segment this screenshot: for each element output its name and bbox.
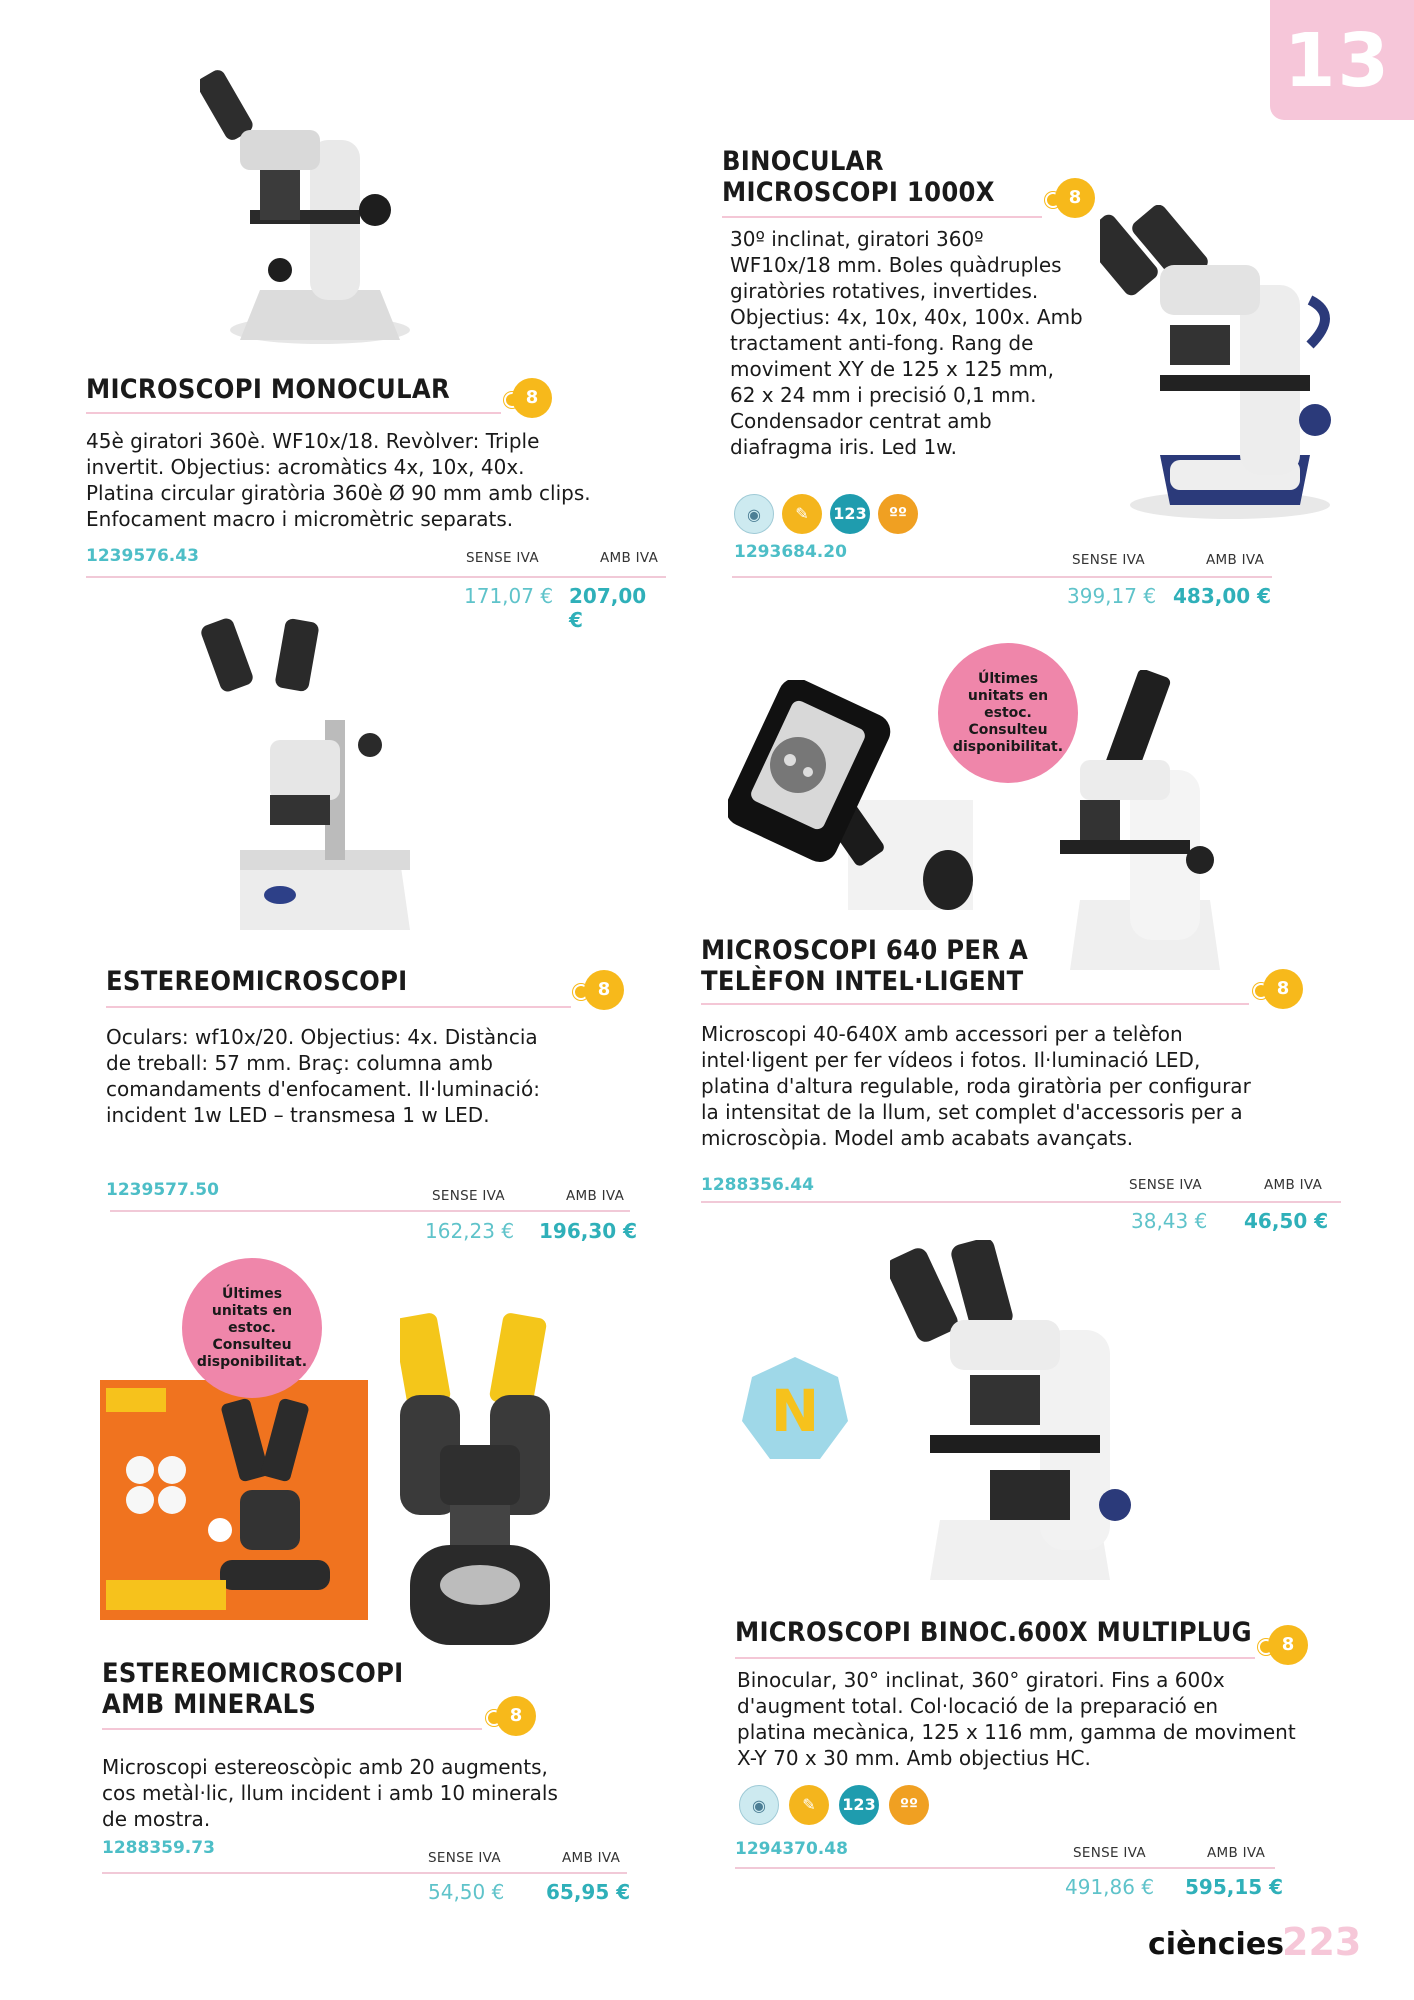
product-image-binocular-1000x bbox=[1100, 205, 1360, 525]
child-skill-icon: ✎ bbox=[782, 494, 822, 534]
footer-page-number: 223 bbox=[1282, 1920, 1362, 1964]
group-play-icon: ºº bbox=[889, 1785, 929, 1825]
title-underline bbox=[106, 1006, 571, 1008]
product-card-monocular bbox=[86, 374, 666, 632]
price-net-estereo: 162,23 € bbox=[425, 1219, 515, 1243]
product-sku: 1288356.44 bbox=[701, 1175, 814, 1195]
price-gross-estereo: 196,30 € bbox=[539, 1219, 638, 1243]
price-gross: 46,50 € bbox=[1244, 1209, 1329, 1233]
section-tab bbox=[1270, 0, 1414, 120]
label-net: SENSE IVA bbox=[1072, 552, 1145, 568]
numbers-icon: 123 bbox=[830, 494, 870, 534]
age-badge: 8 bbox=[1055, 178, 1095, 218]
label-net: SENSE IVA bbox=[432, 1188, 505, 1204]
title-underline bbox=[102, 1728, 482, 1730]
price-net: 38,43 € bbox=[1131, 1209, 1208, 1233]
label-gross: AMB IVA bbox=[1264, 1177, 1323, 1193]
light-bulb-icon: ◉ bbox=[734, 494, 774, 534]
product-title: MICROSCOPI BINOC.600X MULTIPLUG bbox=[735, 1617, 1252, 1648]
label-gross: AMB IVA bbox=[562, 1850, 621, 1866]
product-title-line2: TELÈFON INTEL·LIGENT bbox=[701, 966, 1024, 997]
price-net: 171,07 € bbox=[464, 584, 554, 608]
product-sku: 1239577.50 bbox=[106, 1180, 219, 1200]
product-image-binoc-600x bbox=[890, 1240, 1140, 1590]
label-net: SENSE IVA bbox=[1129, 1177, 1202, 1193]
label-gross: AMB IVA bbox=[1207, 1845, 1266, 1861]
label-gross: AMB IVA bbox=[1206, 552, 1265, 568]
price-net: 491,86 € bbox=[1065, 1875, 1155, 1899]
label-net: SENSE IVA bbox=[1073, 1845, 1146, 1861]
product-sku: 1239576.43 bbox=[86, 546, 199, 566]
age-badge: 8 bbox=[584, 970, 624, 1010]
price-net: 399,17 € bbox=[1067, 584, 1157, 608]
price-divider bbox=[735, 1867, 1275, 1869]
child-skill-icon: ✎ bbox=[789, 1785, 829, 1825]
stock-notice-badge bbox=[938, 643, 1078, 783]
group-play-icon: ºº bbox=[878, 494, 918, 534]
product-description: 30º inclinat, giratori 360º WF10x/18 mm. Boles quàdruples giratòries rotatives, invertides. Objectius: 4x, 10x, 40x, 100x. Amb tractament anti-fong. Rang de moviment XY de 125 x 125 mm, 62 x 24 mm i precisió 0,1 mm. Condensador centrat amb diafragma iris. Led 1w. bbox=[730, 227, 1083, 459]
title-underline bbox=[86, 412, 501, 414]
price-gross: 595,15 € bbox=[1185, 1875, 1284, 1899]
product-card-estereomicroscopi bbox=[106, 966, 636, 1216]
product-description: Binocular, 30° inclinat, 360° giratori. Fins a 600x d'augment total. Col·locació de la preparació en platina mecànica, 125 x 116 mm, gamma de moviment X-Y 70 x 30 mm. Amb objectius HC. bbox=[737, 1668, 1296, 1770]
product-description: Oculars: wf10x/20. Objectius: 4x. Distància de treball: 57 mm. Braç: columna amb comandaments d'enfocament. Il·luminació: incident 1w LED – transmesa 1 w LED. bbox=[106, 1025, 540, 1127]
price-gross: 65,95 € bbox=[546, 1880, 631, 1904]
label-net: SENSE IVA bbox=[466, 550, 539, 566]
new-badge-letter: N bbox=[770, 1377, 820, 1445]
stock-notice-text: Últimes unitats en estoc. Consulteu disponibilitat. bbox=[952, 670, 1064, 755]
label-gross: AMB IVA bbox=[600, 550, 659, 566]
label-net: SENSE IVA bbox=[428, 1850, 501, 1866]
footer-category: ciències bbox=[1148, 1927, 1285, 1962]
product-sku: 1293684.20 bbox=[734, 542, 847, 562]
product-image-minerals-scope bbox=[400, 1295, 570, 1650]
price-gross: 207,00 € bbox=[569, 584, 647, 632]
product-card-microscopi-640 bbox=[701, 935, 1341, 1235]
age-badge: 8 bbox=[512, 378, 552, 418]
stock-notice-badge bbox=[182, 1258, 322, 1398]
title-underline bbox=[701, 1003, 1249, 1005]
price-gross: 483,00 € bbox=[1173, 584, 1272, 608]
title-underline bbox=[735, 1657, 1255, 1659]
label-gross: AMB IVA bbox=[566, 1188, 625, 1204]
product-card-minerals bbox=[102, 1658, 632, 1918]
price-divider bbox=[86, 576, 666, 578]
product-title-line2: MICROSCOPI 1000X bbox=[722, 177, 995, 208]
product-card-binoc-600x bbox=[735, 1617, 1325, 1917]
product-title: ESTEREOMICROSCOPI bbox=[106, 966, 408, 997]
product-title-line1: BINOCULAR bbox=[722, 146, 884, 177]
age-badge: 8 bbox=[496, 1696, 536, 1736]
stock-notice-text: Últimes unitats en estoc. Consulteu disponibilitat. bbox=[196, 1285, 308, 1370]
price-divider bbox=[102, 1872, 627, 1874]
product-title-line1: ESTEREOMICROSCOPI bbox=[102, 1658, 404, 1689]
section-number: 13 bbox=[1284, 18, 1391, 104]
product-description: 45è giratori 360è. WF10x/18. Revòlver: Triple invertit. Objectius: acromàtics 4x, 10x, 40x. Platina circular giratòria 360è Ø 90 mm amb clips. Enfocament macro i micromètric separats. bbox=[86, 429, 591, 531]
product-image-estereomicroscopi bbox=[200, 610, 430, 940]
product-title-line2: AMB MINERALS bbox=[102, 1689, 317, 1720]
product-title: MICROSCOPI MONOCULAR bbox=[86, 374, 450, 405]
price-divider-estereo bbox=[110, 1210, 630, 1212]
title-underline bbox=[722, 216, 1042, 218]
new-product-badge bbox=[740, 1355, 850, 1465]
price-divider bbox=[701, 1201, 1341, 1203]
numbers-icon: 123 bbox=[839, 1785, 879, 1825]
price-net: 54,50 € bbox=[428, 1880, 505, 1904]
product-image-smartphone-adapter bbox=[728, 680, 973, 910]
price-divider bbox=[732, 576, 1272, 578]
product-sku: 1288359.73 bbox=[102, 1838, 215, 1858]
age-badge: 8 bbox=[1268, 1625, 1308, 1665]
product-description: Microscopi estereoscòpic amb 20 augments, cos metàl·lic, llum incident i amb 10 minerals de mostra. bbox=[102, 1755, 558, 1831]
product-image-minerals-box bbox=[100, 1380, 368, 1620]
product-image-monocular bbox=[200, 60, 430, 350]
light-bulb-icon: ◉ bbox=[739, 1785, 779, 1825]
product-description: Microscopi 40-640X amb accessori per a telèfon intel·ligent per fer vídeos i fotos. Il·luminació LED, platina d'altura regulable, roda giratòria per configurar la intensitat de la llum, set complet d'accessoris per a microscòpia. Model amb acabats avançats. bbox=[701, 1022, 1251, 1150]
age-badge: 8 bbox=[1263, 969, 1303, 1009]
product-sku: 1294370.48 bbox=[735, 1839, 848, 1859]
product-title-line1: MICROSCOPI 640 PER A bbox=[701, 935, 1029, 966]
